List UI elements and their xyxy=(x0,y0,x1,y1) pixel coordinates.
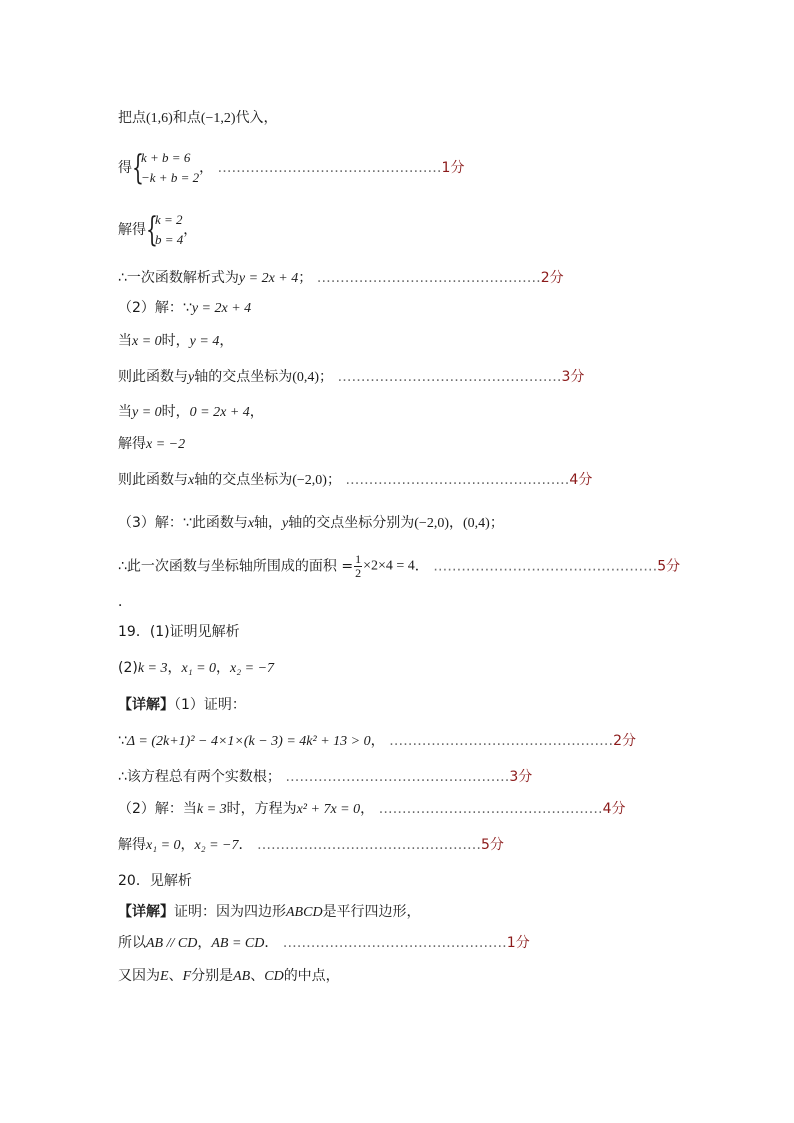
line-q19-answer1 xyxy=(118,622,240,642)
leader-dots: ………………………………………… xyxy=(389,733,614,749)
math: ×2×4 = 4 xyxy=(363,558,415,574)
text: ． xyxy=(238,837,253,853)
equation-row: −k + b = 2 xyxy=(141,170,200,185)
line-solve-x xyxy=(118,434,185,455)
text: ， xyxy=(219,333,234,349)
text: （1）证明： xyxy=(174,697,246,713)
line-two-roots xyxy=(118,767,532,787)
line-y-zero xyxy=(118,402,264,423)
detail-heading: 【详解】 xyxy=(118,904,174,920)
text: 、 xyxy=(250,968,265,984)
text: 把点 xyxy=(118,110,146,126)
math-point: (−1,2) xyxy=(200,111,236,126)
math: x₂ = −7 xyxy=(194,838,239,853)
equation-row: b = 4 xyxy=(155,232,184,247)
detail-heading: 【详解】 xyxy=(118,697,174,713)
math: E xyxy=(160,969,169,984)
math: y xyxy=(282,516,289,531)
score-mark: 2分 xyxy=(613,733,636,749)
text: ， xyxy=(197,935,212,951)
line-q19-answer2 xyxy=(118,658,274,679)
text: 是平行四边形， xyxy=(322,904,421,920)
line-equation-system xyxy=(118,148,464,188)
text: ． xyxy=(264,935,279,951)
line-function-expression xyxy=(118,268,564,289)
text: 证明：因为四边形 xyxy=(174,904,286,920)
score-mark: 1分 xyxy=(506,935,530,951)
equation-row: k = 2 xyxy=(155,212,183,227)
line-q20-detail xyxy=(118,902,421,923)
leader-dots: ………………………………………… xyxy=(316,270,541,286)
line-discriminant xyxy=(118,731,636,752)
equation-system xyxy=(132,148,199,188)
score-mark: 3分 xyxy=(561,369,585,385)
text: 20．见解析 xyxy=(118,873,192,889)
fraction-denominator: 2 xyxy=(355,566,362,580)
equation-row: k + b = 6 xyxy=(141,150,191,165)
text: ． xyxy=(118,594,132,610)
math: ABCD xyxy=(286,905,323,920)
math: AB xyxy=(233,969,251,984)
text: (2) xyxy=(118,660,138,676)
leader-dots: ………………………………………… xyxy=(217,160,442,176)
line-q19-detail xyxy=(118,695,246,715)
math: y = 4 xyxy=(189,334,220,349)
line-parallel xyxy=(118,933,530,954)
math: CD xyxy=(264,969,284,984)
text: ． xyxy=(414,558,429,575)
text: （2）解：当 xyxy=(118,801,197,817)
leader-dots: ………………………………………… xyxy=(345,472,570,488)
text: ， xyxy=(183,222,198,238)
math: x² + 7x = 0 xyxy=(296,802,361,817)
line-period xyxy=(118,592,132,612)
math: (0,4) xyxy=(463,516,490,531)
text: 时， xyxy=(161,333,190,349)
leader-dots: ………………………………………… xyxy=(378,801,603,817)
text: 当 xyxy=(118,404,132,420)
math: 0 = 2x + 4 xyxy=(189,405,250,420)
text: ， xyxy=(199,160,214,176)
text: ， xyxy=(249,404,264,420)
score-mark: 1分 xyxy=(441,160,465,176)
text: 轴， xyxy=(254,515,283,531)
text: ， xyxy=(180,837,195,853)
text: 时，方程为 xyxy=(226,801,297,817)
text: （3）解：∵此函数与 xyxy=(118,515,248,531)
score-mark: 3分 xyxy=(509,769,533,785)
text: 解得 xyxy=(118,222,146,238)
math: x₂ = −7 xyxy=(230,661,275,676)
score-mark: 4分 xyxy=(602,801,626,817)
text: 和点 xyxy=(172,110,201,126)
math: F xyxy=(182,969,192,984)
text: ， xyxy=(449,515,463,531)
leader-dots: ………………………………………… xyxy=(337,369,562,385)
math-point: (1,6) xyxy=(146,111,173,126)
math: y = 2x + 4 xyxy=(238,271,299,286)
text: 解得 xyxy=(118,837,146,853)
text: 解得 xyxy=(118,436,146,452)
math: k = 3 xyxy=(196,802,227,817)
math: x₁ = 0 xyxy=(146,838,181,853)
text: 的中点， xyxy=(283,968,340,984)
text: （2）解：∵ xyxy=(118,300,192,316)
math: k = 3 xyxy=(137,661,168,676)
score-mark: 5分 xyxy=(480,837,504,853)
text: 得 xyxy=(118,160,132,176)
math: y = 0 xyxy=(132,405,162,420)
brace-symbol: { xyxy=(132,148,144,188)
brace-symbol: { xyxy=(146,210,158,250)
text: ， xyxy=(370,733,385,749)
text: 则此函数与 xyxy=(118,472,188,488)
text: ， xyxy=(216,660,231,676)
math: y xyxy=(188,370,195,385)
line-x-intercept xyxy=(118,470,592,491)
text: 又因为 xyxy=(118,968,160,984)
text: 轴的交点坐标分别为 xyxy=(288,515,415,531)
line-x-zero xyxy=(118,331,233,352)
math: Δ = (2k+1)² − 4×1×(k − 3) = 4k² + 13 > 0 xyxy=(126,734,371,749)
score-mark: 4分 xyxy=(569,472,593,488)
text: 代入， xyxy=(235,110,278,126)
leader-dots: ………………………………………… xyxy=(282,935,507,951)
text: ， xyxy=(360,801,375,817)
line-k3-equation xyxy=(118,799,626,820)
text: ∵ xyxy=(118,733,127,749)
line-q20-answer xyxy=(118,871,192,891)
math: (−2,0) xyxy=(292,473,327,488)
math: AB = CD xyxy=(211,936,265,951)
text: ∴此一次函数与坐标轴所围成的面积 = xyxy=(118,558,354,575)
line-solution-system xyxy=(118,210,197,250)
text: 所以 xyxy=(118,935,146,951)
text: 时， xyxy=(161,404,190,420)
text: 、 xyxy=(168,968,183,984)
text: 分别是 xyxy=(191,968,234,984)
text: ∴一次函数解析式为 xyxy=(118,270,239,286)
equation-system xyxy=(146,210,183,250)
line-roots xyxy=(118,835,504,856)
text: 轴的交点坐标为 xyxy=(194,472,293,488)
text: 19．(1)证明见解析 xyxy=(118,624,240,640)
line-part3 xyxy=(118,513,504,534)
text: 当 xyxy=(118,333,132,349)
text: ； xyxy=(319,369,334,385)
math: AB // CD xyxy=(146,936,198,951)
math: x = 0 xyxy=(132,334,162,349)
math: y = 2x + 4 xyxy=(191,301,252,316)
math: x xyxy=(188,473,195,488)
line-substitute-points xyxy=(118,108,278,129)
text: ； xyxy=(489,515,504,531)
line-part2 xyxy=(118,298,251,319)
text: ， xyxy=(167,660,182,676)
score-mark: 5分 xyxy=(657,558,681,575)
math: (0,4) xyxy=(292,370,320,385)
leader-dots: ………………………………………… xyxy=(256,837,481,853)
math: x xyxy=(247,516,255,531)
line-y-intercept xyxy=(118,367,584,388)
math: (−2,0) xyxy=(414,516,449,531)
math: x₁ = 0 xyxy=(181,661,217,676)
text: ； xyxy=(298,270,313,286)
line-midpoints xyxy=(118,966,340,987)
text: ； xyxy=(326,472,341,488)
math: x = −2 xyxy=(146,437,186,452)
fraction xyxy=(354,553,362,580)
fraction-numerator: 1 xyxy=(355,552,362,566)
score-mark: 2分 xyxy=(540,270,564,286)
leader-dots: ………………………………………… xyxy=(433,558,658,575)
text: ∴该方程总有两个实数根； xyxy=(118,769,281,785)
line-area xyxy=(118,553,680,580)
text: 轴的交点坐标为 xyxy=(194,369,293,385)
leader-dots: ………………………………………… xyxy=(285,769,510,785)
text: 则此函数与 xyxy=(118,369,188,385)
